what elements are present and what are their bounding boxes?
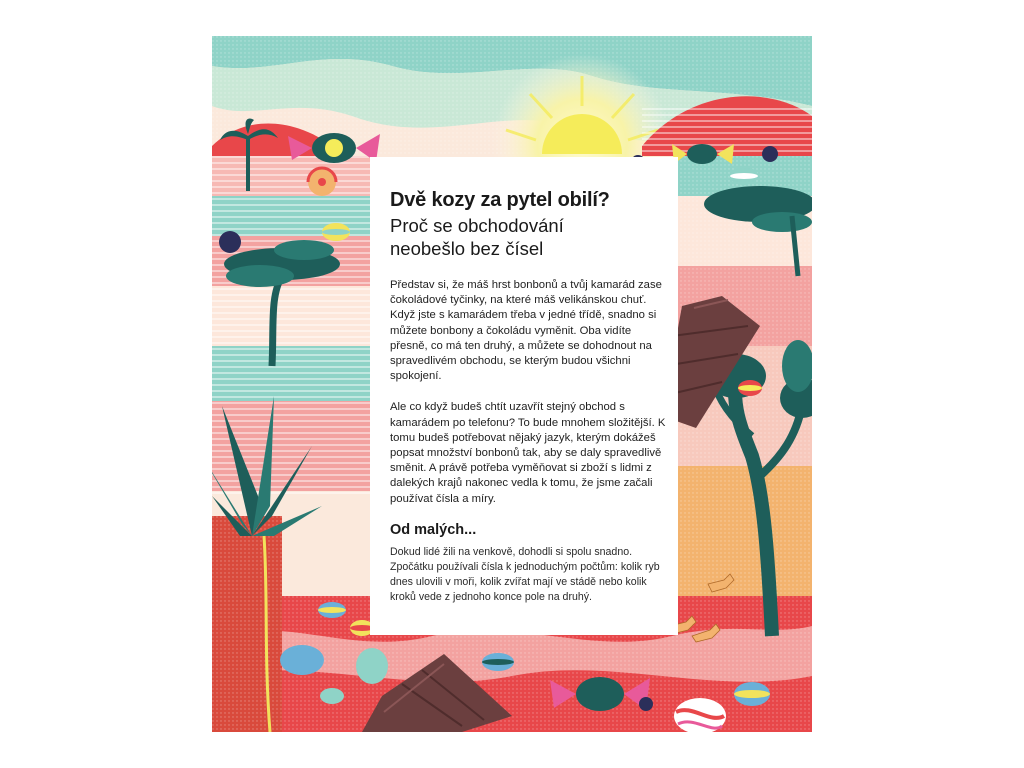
striped-candy-icon (318, 602, 346, 618)
striped-candy-icon (308, 168, 336, 196)
round-candy (219, 231, 241, 253)
paragraph-village: Dokud lidé žili na venkově, dohodli si spolu snadno. Zpočátku používali čísla k jednoduchým počtům: kolik ryb dnes ulovili v moři, kolik zvířat mají ve stádě nebo kolik kroků vede z jednoho konce pole na druhý. (390, 545, 660, 603)
paragraph-phone-trade: Ale co když budeš chtít uzavřít stejný obchod s kamarádem po telefonu? To bude mnohem složitější. K tomu budeš potřebovat nějaký jazyk, kterým dokážeš popsat množství bonbonů tak, aby se daly spravedlivě směnit. A právě potřeba vyměňovat si zboží s lidmi z dalekých krajů nakonec vedla k tomu, že jsme začali používat čísla a míry. (390, 401, 666, 505)
paragraph-intro: Představ si, že máš hrst bonbonů a tvůj kamarád zase čokoládové tyčinky, na které máš velikánskou chuť. Když jste s kamarádem třeba v jedné třídě, snadno si můžete bonbony a čokoládu vyměnit. Oba vidíte přesně, co má ten druhý, a můžete se dohodnout na spravedlivém obchodu, se kterým budou všichni spokojení. (390, 279, 662, 383)
striped-candy-icon (482, 653, 514, 671)
article-subtitle (390, 214, 670, 260)
subtitle-line-2: neobešlo bez čísel (390, 238, 544, 259)
article-content (390, 188, 670, 605)
subtitle-line-1: Proč se obchodování (390, 215, 564, 236)
striped-candy-icon (730, 167, 758, 185)
round-candy (762, 146, 778, 162)
striped-candy-icon (322, 223, 350, 241)
section-heading: Od malých... (390, 521, 477, 538)
striped-candy-icon (738, 380, 762, 396)
round-candy (639, 697, 653, 711)
article-title: Dvě kozy za pytel obilí? (390, 189, 610, 211)
striped-candy-icon (734, 682, 770, 706)
book-page (212, 36, 812, 732)
